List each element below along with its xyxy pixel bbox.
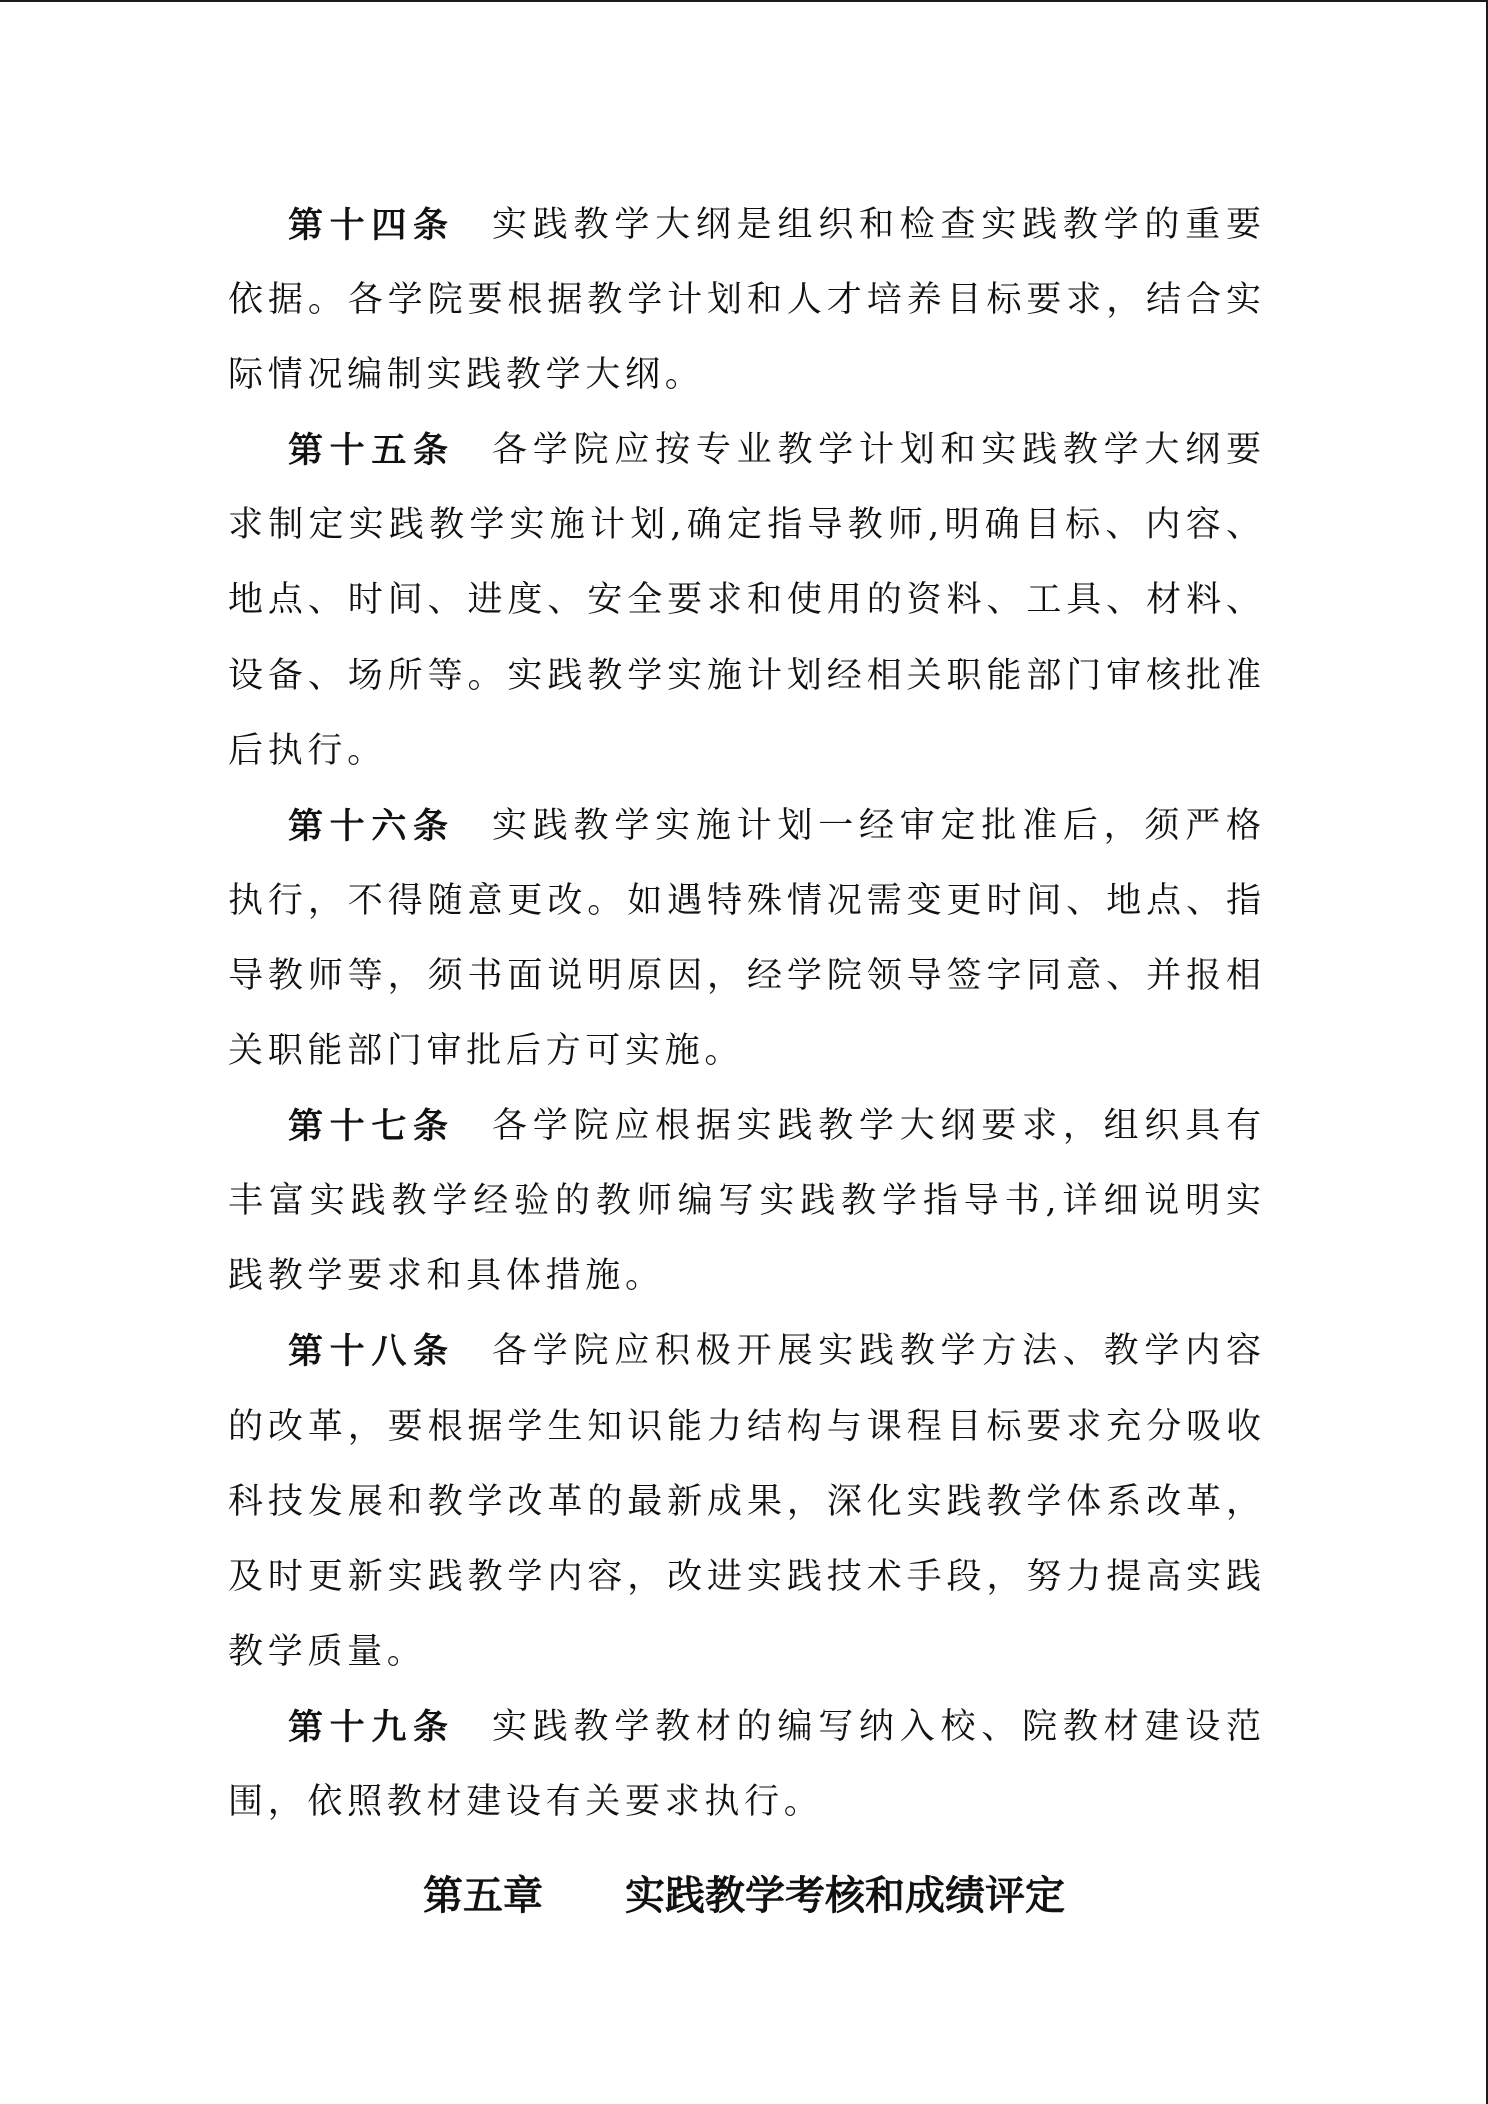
text-line: 地点、时间、进度、安全要求和使用的资料、工具、材料、 <box>228 580 1261 621</box>
article-label: 第十九条 <box>288 1706 448 1748</box>
article-first-line <box>228 789 1261 864</box>
text-line: 围，依照教材建设有关要求执行。 <box>228 1781 824 1822</box>
chapter-title: 实践教学考核和成绩评定 <box>625 1872 1065 1919</box>
text-line: 执行，不得随意更改。如遇特殊情况需变更时间、地点、指 <box>228 880 1261 921</box>
text-line: 际情况编制实践教学大纲。 <box>228 355 705 396</box>
article-first-line <box>228 413 1261 488</box>
article-first-line <box>228 1089 1261 1164</box>
article-text: 各学院应根据实践教学大纲要求，组织具有 <box>492 1106 1261 1147</box>
article-text: 各学院应按专业教学计划和实践教学大纲要 <box>492 430 1261 471</box>
article-label: 第十四条 <box>288 205 448 246</box>
chapter-heading <box>0 1871 1488 1921</box>
article-14 <box>228 188 1261 413</box>
article-text: 实践教学教材的编写纳入校、院教材建设范 <box>492 1706 1261 1747</box>
article-17 <box>228 1089 1261 1314</box>
text-line: 导教师等，须书面说明原因，经学院领导签字同意、并报相 <box>228 955 1261 996</box>
article-label: 第十六条 <box>288 805 448 847</box>
article-text: 实践教学实施计划一经审定批准后，须严格 <box>492 805 1261 846</box>
article-19 <box>228 1690 1261 1840</box>
chapter-number: 第五章 <box>423 1872 543 1919</box>
article-first-line <box>228 188 1261 263</box>
page-border-top <box>0 0 1488 2</box>
article-16 <box>228 789 1261 1089</box>
text-line: 后执行。 <box>228 730 387 771</box>
article-text: 实践教学大纲是组织和检查实践教学的重要 <box>492 205 1261 245</box>
text-line: 科技发展和教学改革的最新成果，深化实践教学体系改革， <box>228 1481 1261 1522</box>
text-line: 关职能部门审批后方可实施。 <box>228 1031 745 1072</box>
text-line: 依据。各学院要根据教学计划和人才培养目标要求，结合实 <box>228 280 1261 321</box>
article-label: 第十八条 <box>288 1331 448 1373</box>
text-line: 教学质量。 <box>228 1631 427 1672</box>
article-text: 各学院应积极开展实践教学方法、教学内容 <box>492 1331 1261 1372</box>
text-line: 设备、场所等。实践教学实施计划经相关职能部门审核批准 <box>228 655 1261 696</box>
article-label: 第十七条 <box>288 1106 448 1148</box>
article-first-line <box>228 1314 1261 1389</box>
text-line: 的改革，要根据学生知识能力结构与课程目标要求充分吸收 <box>228 1406 1261 1447</box>
article-first-line <box>228 1690 1261 1765</box>
text-line: 求制定实践教学实施计划,确定指导教师,明确目标、内容、 <box>228 505 1261 546</box>
text-line: 及时更新实践教学内容，改进实践技术手段，努力提高实践 <box>228 1556 1261 1597</box>
text-line: 践教学要求和具体措施。 <box>228 1256 665 1297</box>
article-15 <box>228 413 1261 788</box>
text-line: 丰富实践教学经验的教师编写实践教学指导书,详细说明实 <box>228 1181 1261 1222</box>
article-label: 第十五条 <box>288 430 448 472</box>
document-body <box>228 188 1261 1840</box>
article-18 <box>228 1314 1261 1689</box>
